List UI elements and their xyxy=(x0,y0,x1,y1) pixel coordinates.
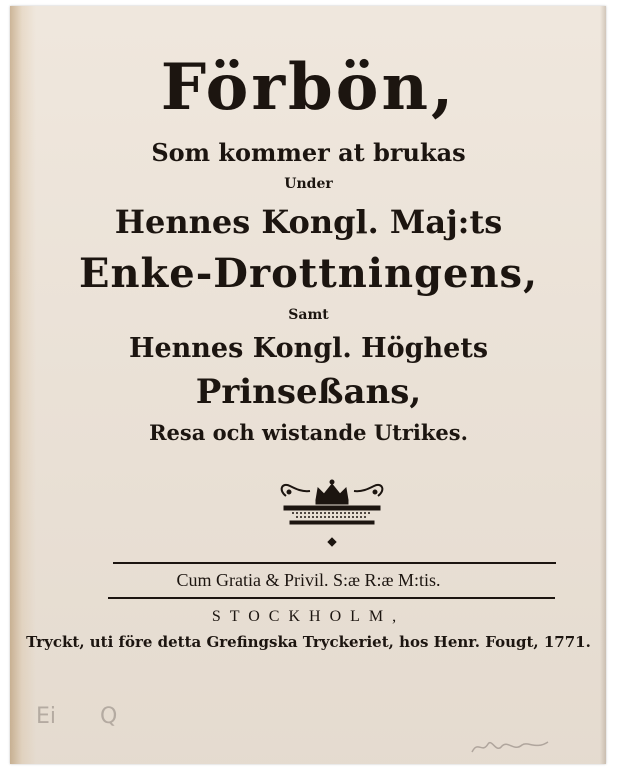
princess-line: Prinseßans, xyxy=(195,372,422,412)
subtitle: Som kommer at brukas xyxy=(151,138,466,167)
pencil-note: Ei xyxy=(36,704,57,729)
bottom-rule xyxy=(108,597,555,599)
majesty-line: Hennes Kongl. Maj:ts xyxy=(114,203,503,241)
queen-dowager-line: Enke-Drottningens, xyxy=(78,250,539,297)
samt-line: Samt xyxy=(288,307,329,323)
pencil-note: Q xyxy=(100,704,118,729)
pencil-scribble-icon xyxy=(470,736,550,756)
page-title: Förbön, xyxy=(160,50,457,125)
imprint-line: Tryckt, uti före detta Grefingska Tryckeriet, hos Henr. Fougt, 1771. xyxy=(26,633,591,651)
under-line: Under xyxy=(284,176,333,192)
city-line: STOCKHOLM, xyxy=(211,608,406,625)
top-rule xyxy=(113,562,556,564)
journey-line: Resa och wistande Utrikes. xyxy=(149,420,468,445)
highness-line: Hennes Kongl. Höghets xyxy=(128,333,489,364)
privilege-line: Cum Gratia & Privil. S:æ R:æ M:tis. xyxy=(176,570,441,590)
crown-ornament-icon xyxy=(276,478,388,550)
